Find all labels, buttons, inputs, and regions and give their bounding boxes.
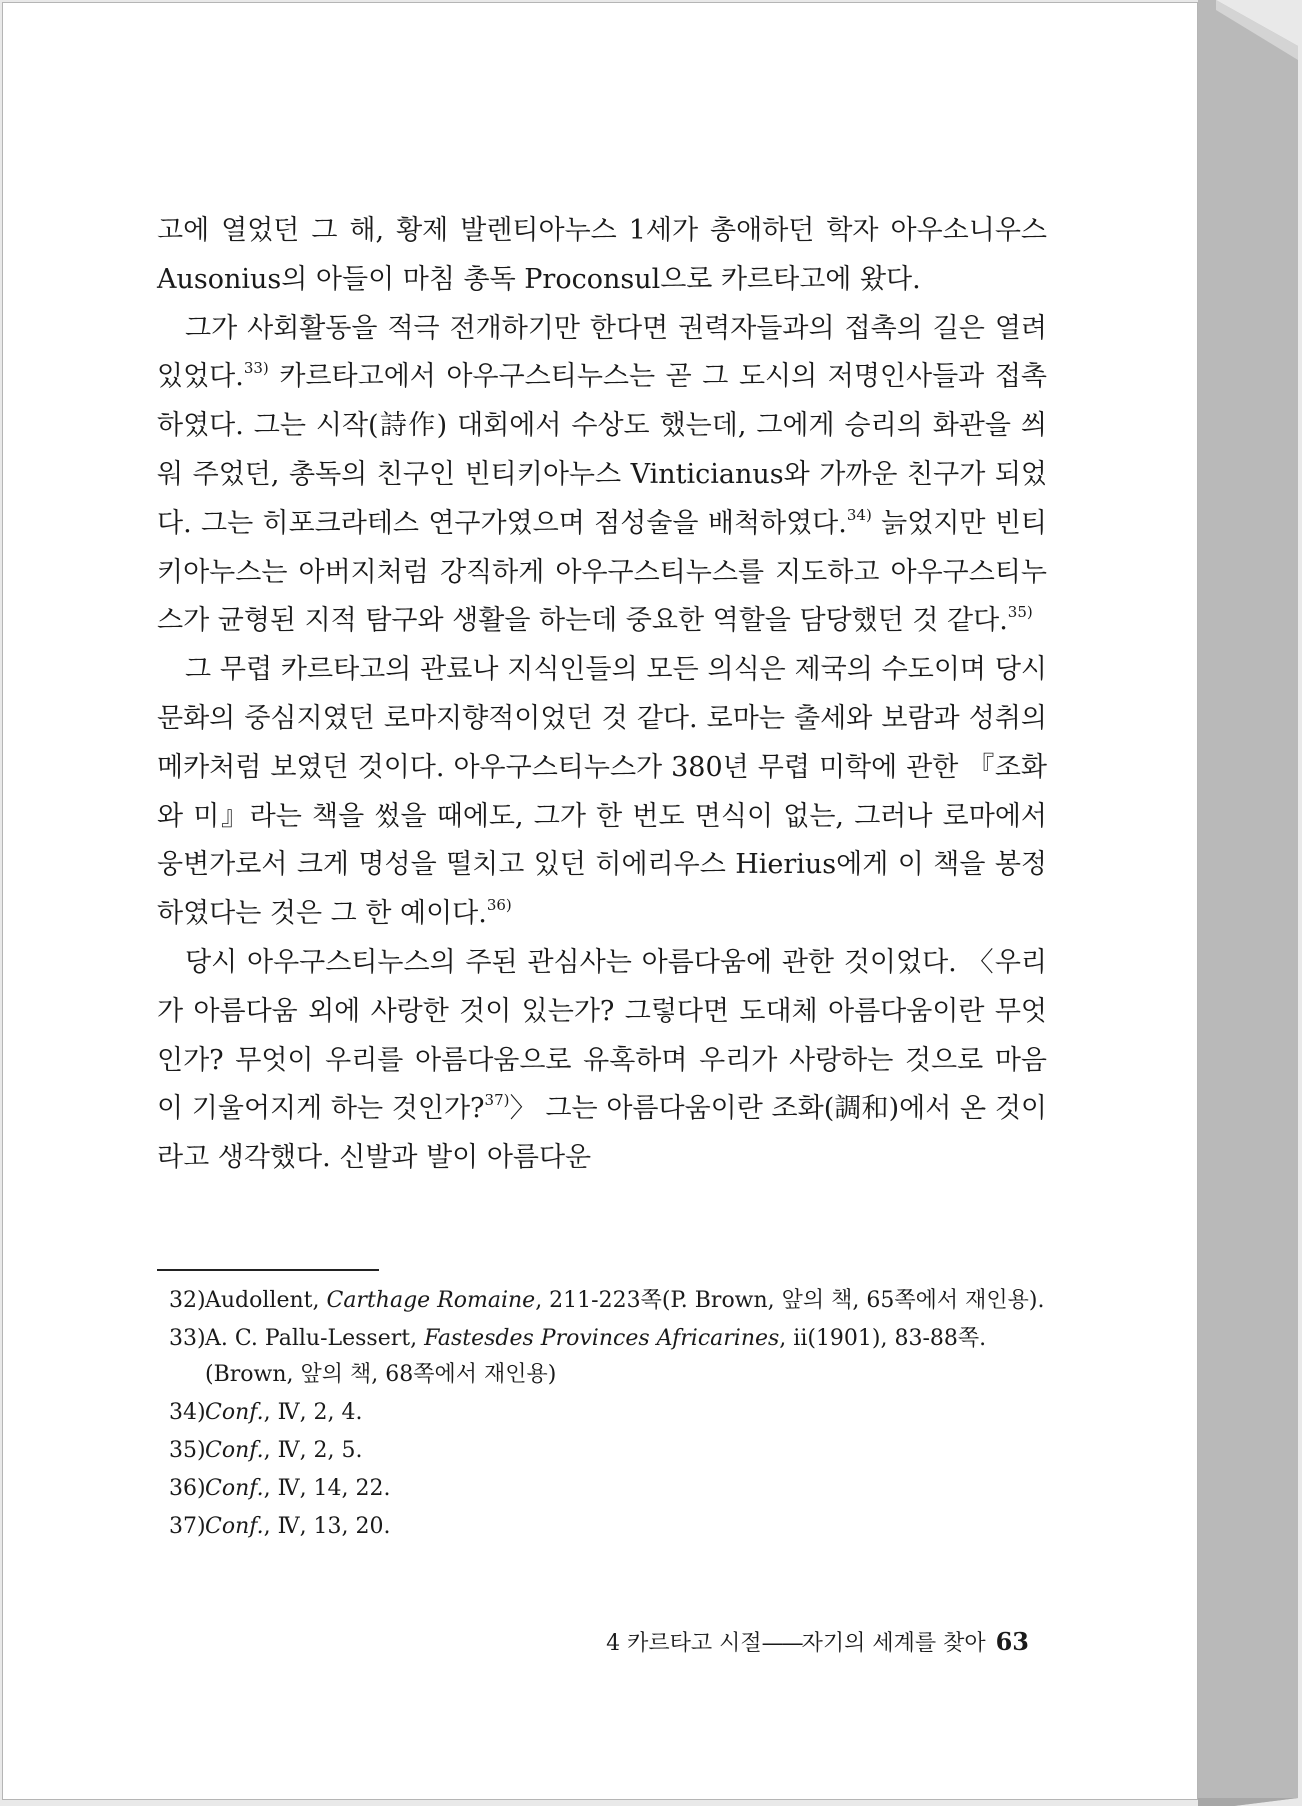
book-page (2, 2, 1198, 1800)
footnote-number: 36) (169, 1476, 206, 1501)
footnote-title: Conf. (205, 1400, 264, 1425)
footnote-title: Fastesdes Provinces Africarines (424, 1326, 780, 1351)
footnote-number: 33) (169, 1326, 206, 1351)
footnote-36 (169, 1471, 1049, 1507)
footnote-detail: , Ⅳ, 14, 22. (263, 1476, 391, 1501)
paragraph-1 (157, 207, 1047, 305)
running-footer (509, 1627, 1029, 1659)
footnote-title: Carthage Romaine (326, 1288, 536, 1313)
paragraph-2-text-b: 카르타고에서 아우구스티누스는 곧 그 도시의 저명인사들과 접촉하였다. 그는 시작(詩作) 대회에서 수상도 했는데, 그에게 승리의 화관을 씌워 주었던, 총독의 친구인 빈티키아누스 Vinticianus와 가까운 친구가 되었다. 그는 히포크라테스 연구가였으며 점성술을 배척하였다. (157, 361, 1047, 539)
footnote-detail: , Ⅳ, 13, 20. (263, 1514, 391, 1539)
footnote-ref-37[interactable]: 37) (484, 1091, 510, 1110)
footnote-detail: , Ⅳ, 2, 5. (263, 1438, 363, 1463)
footnote-number: 34) (169, 1400, 206, 1425)
footnote-32 (169, 1283, 1049, 1319)
footnote-title: Conf. (205, 1476, 264, 1501)
footnote-35 (169, 1433, 1049, 1469)
paragraph-3 (157, 646, 1047, 939)
footnote-ref-34[interactable]: 34) (846, 505, 872, 524)
footnote-ref-35[interactable]: 35) (1007, 603, 1033, 622)
body-text (157, 207, 1047, 1183)
footnote-34 (169, 1395, 1049, 1431)
paragraph-4 (157, 939, 1047, 1183)
page-number: 63 (995, 1627, 1029, 1656)
chapter-subtitle: 자기의 세계를 찾아 (801, 1631, 986, 1656)
footnote-ref-36[interactable]: 36) (486, 896, 512, 915)
paragraph-2-text-c: 늙었지만 빈티키아누스는 아버지처럼 강직하게 아우구스티누스를 지도하고 아우구스티누스가 균형된 지적 탐구와 생활을 하는데 중요한 역할을 담당했던 것 같다. (157, 507, 1047, 637)
footnote-title: Conf. (205, 1438, 264, 1463)
footnote-ref-33[interactable]: 33) (243, 359, 269, 378)
paragraph-4-text-b: 〉 그는 아름다움이란 조화(調和)에서 온 것이라고 생각했다. 신발과 발이 아름다운 (157, 1093, 1048, 1174)
footnote-detail: , ii(1901), 83-88쪽. (Brown, 앞의 책, 68쪽에서 재인용) (205, 1326, 987, 1387)
footnote-title: Conf. (205, 1514, 264, 1539)
footnote-number: 32) (169, 1288, 206, 1313)
footnote-detail: , Ⅳ, 2, 4. (263, 1400, 363, 1425)
footnote-author: A. C. Pallu-Lessert, (205, 1326, 425, 1351)
paragraph-4-text-a: 당시 아우구스티누스의 주된 관심사는 아름다움에 관한 것이었다. 〈우리가 아름다움 외에 사랑한 것이 있는가? 그렇다면 도대체 아름다움이란 무엇인가? 무엇이 우리를 아름다움으로 유혹하며 우리가 사랑하는 것으로 마음이 기울어지게 하는 것인가? (157, 946, 1047, 1125)
footnote-author: Audollent, (205, 1288, 327, 1313)
footnote-divider (157, 1269, 379, 1271)
paragraph-2 (157, 305, 1047, 647)
footnote-detail: , 211-223쪽(P. Brown, 앞의 책, 65쪽에서 재인용). (535, 1288, 1045, 1313)
footnote-number: 37) (169, 1514, 206, 1539)
footnote-37 (169, 1509, 1049, 1545)
book-edge (1198, 0, 1298, 1806)
title-dash: —— (761, 1631, 802, 1656)
paragraph-3-text: 그 무렵 카르타고의 관료나 지식인들의 모든 의식은 제국의 수도이며 당시 문화의 중심지였던 로마지향적이었던 것 같다. 로마는 출세와 보람과 성취의 메카처럼 보였던 것이다. 아우구스티누스가 380년 무렵 미학에 관한 『조화와 미』라는 책을 썼을 때에도, 그가 한 번도 면식이 없는, 그러나 로마에서 웅변가로서 크게 명성을 떨치고 있던 히에리우스 Hierius에게 이 책을 봉정하였다는 것은 그 한 예이다. (157, 654, 1047, 930)
footnote-number: 35) (169, 1438, 206, 1463)
chapter-title: 4 카르타고 시절 (606, 1631, 762, 1656)
paragraph-1-text: 고에 열었던 그 해, 황제 발렌티아누스 1세가 총애하던 학자 아우소니우스 Ausonius의 아들이 마침 총독 Proconsul으로 카르타고에 왔다. (157, 215, 1047, 295)
footnote-33 (169, 1321, 1049, 1393)
paragraph-2-text-a: 그가 사회활동을 적극 전개하기만 한다면 권력자들과의 접촉의 길은 열려 있었다. (157, 312, 1047, 393)
footnotes (169, 1283, 1049, 1547)
